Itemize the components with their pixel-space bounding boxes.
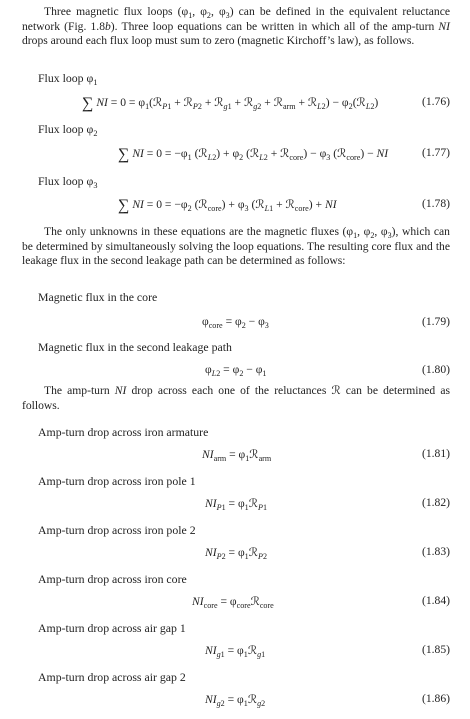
equation-number: (1.83) bbox=[421, 545, 450, 558]
ampturn-paragraph: The amp-turn NI drop across each one of the reluctances ℛ can be determined as follows. bbox=[22, 384, 450, 412]
loop3-label: Flux loop $\varphi_3$ bbox=[38, 174, 98, 190]
pole2-label: Amp-turn drop across iron pole 2 bbox=[38, 523, 196, 537]
equation-1-78-expr: ∑ NI = $0 = -\varphi_2$ (ℛ$_{core}$) + $\varphi_3$ (ℛ$_{L1}$ + ℛ$_{core}$) + NI bbox=[118, 197, 337, 214]
equation-number: (1.76) bbox=[421, 95, 450, 108]
equation-1-85-expr: $NI_{g1}$ = $\varphi_1ℛ_{g1}$ bbox=[205, 644, 266, 659]
loop2-label: Flux loop $\varphi_2$ bbox=[38, 122, 98, 138]
gap2-label: Amp-turn drop across air gap 2 bbox=[38, 670, 186, 684]
equation-number: (1.81) bbox=[421, 447, 450, 460]
equation-1-76-expr: ∑ NI = $0 = \varphi_1(ℛ_{P1}$ + ℛ$_{P2}$ + ℛ$_{g1}$ + ℛ$_{g2}$ + ℛ$_{arm}$ + ℛ$_{L2}$) − $\varphi_2(ℛ_{L2})$ bbox=[82, 95, 379, 112]
equation-1-84-expr: $NI_{core}$ = $\varphi_{core}ℛ_{core}$ bbox=[192, 595, 274, 610]
equation-1-81-expr: $NI_{arm}$ = $\varphi_1ℛ_{arm}$ bbox=[202, 448, 272, 463]
equation-number: (1.84) bbox=[421, 594, 450, 607]
equation-number: (1.77) bbox=[421, 146, 450, 159]
equation-1-80-expr: $\varphi_{L2} = \varphi_2 - \varphi_1$ bbox=[205, 363, 267, 378]
equation-number: (1.79) bbox=[421, 315, 450, 328]
pole1-label: Amp-turn drop across iron pole 1 bbox=[38, 474, 196, 488]
equation-number: (1.80) bbox=[421, 363, 450, 376]
loop1-label: Flux loop $\varphi_1$ bbox=[38, 71, 98, 87]
equation-number: (1.86) bbox=[421, 692, 450, 705]
intro-paragraph: Three magnetic flux loops ($\varphi_1$, $\varphi_2$, $\varphi_3$) can be defined in the equivalent reluctance network (Fig. 1.8b). Three loop equations can be written in which all of the amp-turn NI drops around each flux loop must sum to zero (magnetic Kirchoff’s law), as follows. bbox=[22, 5, 450, 48]
unknowns-paragraph: The only unknowns in these equations are the magnetic fluxes ($\varphi_1$, $\varphi_2$, $\varphi_3$), which can be determined by simultaneously solving the loop equations. The resulting core flux and the leakage flux in the second leakage path can be determined as follows: bbox=[22, 225, 450, 268]
equation-1-77-expr: ∑ NI = $0 = -\varphi_1$ (ℛ$_{L2}$) + $\varphi_2$ (ℛ$_{L2}$ + ℛ$_{core}$) − $\varphi_3$ (ℛ$_{core}$) − NI bbox=[118, 146, 389, 163]
equation-number: (1.82) bbox=[421, 496, 450, 509]
equation-1-86-expr: $NI_{g2}$ = $\varphi_1ℛ_{g2}$ bbox=[205, 693, 266, 708]
core-flux-label: Magnetic flux in the core bbox=[38, 290, 158, 304]
armature-label: Amp-turn drop across iron armature bbox=[38, 425, 209, 439]
equation-number: (1.85) bbox=[421, 643, 450, 656]
core-label: Amp-turn drop across iron core bbox=[38, 572, 187, 586]
gap1-label: Amp-turn drop across air gap 1 bbox=[38, 621, 186, 635]
equation-1-83-expr: $NI_{P2}$ = $\varphi_1ℛ_{P2}$ bbox=[205, 546, 268, 561]
leak-flux-label: Magnetic flux in the second leakage path bbox=[38, 340, 232, 354]
equation-1-82-expr: $NI_{P1}$ = $\varphi_1ℛ_{P1}$ bbox=[205, 497, 268, 512]
equation-number: (1.78) bbox=[421, 197, 450, 210]
equation-1-79-expr: $\varphi_{core} = \varphi_2 - \varphi_3$ bbox=[202, 315, 269, 330]
